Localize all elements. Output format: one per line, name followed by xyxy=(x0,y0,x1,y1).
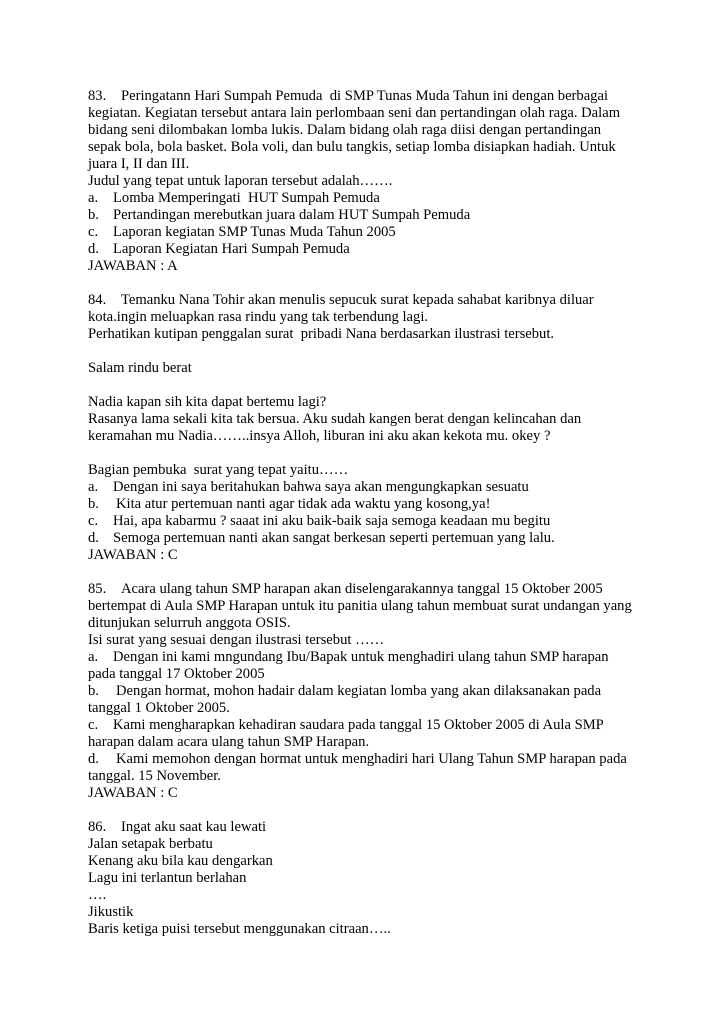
line-spacer xyxy=(88,275,728,292)
question-first-line xyxy=(88,88,728,105)
option-letter: d. xyxy=(88,530,99,546)
option-letter: c. xyxy=(88,224,99,240)
option-c xyxy=(88,224,728,241)
question-83 xyxy=(88,88,728,292)
letter-body-line: Nadia kapan sih kita dapat bertemu lagi? xyxy=(88,394,327,410)
question-first-line xyxy=(88,819,728,836)
option-b xyxy=(88,207,728,224)
poem-line: Jalan setapak berbatu xyxy=(88,836,213,852)
option-letter: a. xyxy=(88,649,99,665)
option-d xyxy=(88,530,728,547)
option-text: Kami mengharapkan kehadiran saudara pada tanggal 15 Oktober 2005 di Aula SMP xyxy=(113,717,604,733)
option-d xyxy=(88,751,728,768)
question-stem-line: juara I, II dan III. xyxy=(88,156,190,172)
option-text: Hai, apa kabarmu ? saaat ini aku baik-baik saja semoga keadaan mu begitu xyxy=(113,513,551,529)
question-prompt: Judul yang tepat untuk laporan tersebut adalah……. xyxy=(88,173,393,189)
option-letter: b. xyxy=(88,683,99,699)
question-stem-line: bertempat di Aula SMP Harapan untuk itu panitia ulang tahun membuat surat undangan yang xyxy=(88,598,632,614)
option-c xyxy=(88,513,728,530)
question-prompt: Isi surat yang sesuai dengan ilustrasi tersebut …… xyxy=(88,632,385,648)
option-a xyxy=(88,649,728,666)
option-text: Dengan ini kami mngundang Ibu/Bapak untuk menghadiri ulang tahun SMP harapan xyxy=(113,649,609,665)
option-d-continuation: tanggal. 15 November. xyxy=(88,768,221,784)
question-stem-line: Temanku Nana Tohir akan menulis sepucuk surat kepada sahabat karibnya diluar xyxy=(121,292,594,308)
question-prompt: Bagian pembuka surat yang tepat yaitu…… xyxy=(88,462,349,478)
option-letter: c. xyxy=(88,513,99,529)
option-text: Pertandingan merebutkan juara dalam HUT Sumpah Pemuda xyxy=(113,207,471,223)
option-text: Semoga pertemuan nanti akan sangat berkesan seperti pertemuan yang lalu. xyxy=(113,530,555,546)
question-85 xyxy=(88,581,728,819)
option-d xyxy=(88,241,728,258)
option-text: Kita atur pertemuan nanti agar tidak ada waktu yang kosong,ya! xyxy=(116,496,491,512)
option-letter: d. xyxy=(88,241,99,257)
question-first-line xyxy=(88,292,728,309)
option-letter: b. xyxy=(88,496,99,512)
question-stem-line: bidang seni dilombakan lomba lukis. Dalam bidang olah raga diisi dengan pertandingan xyxy=(88,122,602,138)
answer-key: JAWABAN : C xyxy=(88,547,178,563)
option-a-continuation: pada tanggal 17 Oktober 2005 xyxy=(88,666,265,682)
option-text: Kami memohon dengan hormat untuk menghadiri hari Ulang Tahun SMP harapan pada xyxy=(116,751,627,767)
line-spacer xyxy=(88,377,728,394)
question-stem-line: sepak bola, bola basket. Bola voli, dan bulu tangkis, setiap lomba disiapkan hadiah. Untuk xyxy=(88,139,616,155)
answer-key: JAWABAN : C xyxy=(88,785,178,801)
question-stem-line: Acara ulang tahun SMP harapan akan diselengarakannya tanggal 15 Oktober 2005 xyxy=(121,581,603,597)
poem-line: Ingat aku saat kau lewati xyxy=(121,819,267,835)
letter-body-line: Rasanya lama sekali kita tak bersua. Aku sudah kangen berat dengan kelincahan dan xyxy=(88,411,582,427)
poem-line: Lagu ini terlantun berlahan xyxy=(88,870,247,886)
option-a xyxy=(88,190,728,207)
option-b xyxy=(88,496,728,513)
line-spacer xyxy=(88,343,728,360)
option-text: Dengan hormat, mohon hadair dalam kegiatan lomba yang akan dilaksanakan pada xyxy=(116,683,602,699)
line-spacer xyxy=(88,802,728,819)
option-a xyxy=(88,479,728,496)
option-text: Lomba Memperingati HUT Sumpah Pemuda xyxy=(113,190,380,206)
question-number: 83. xyxy=(88,88,107,104)
answer-key: JAWABAN : A xyxy=(88,258,178,274)
question-stem-line: Peringatann Hari Sumpah Pemuda di SMP Tunas Muda Tahun ini dengan berbagai xyxy=(121,88,609,104)
question-first-line xyxy=(88,581,728,598)
question-stem-line: Perhatikan kutipan penggalan surat pribadi Nana berdasarkan ilustrasi tersebut. xyxy=(88,326,555,342)
option-text: Dengan ini saya beritahukan bahwa saya akan mengungkapkan sesuatu xyxy=(113,479,529,495)
poem-line: …. xyxy=(88,887,107,903)
question-number: 84. xyxy=(88,292,107,308)
option-letter: c. xyxy=(88,717,99,733)
poem-source: Jikustik xyxy=(88,904,134,920)
option-text: Laporan kegiatan SMP Tunas Muda Tahun 2005 xyxy=(113,224,396,240)
letter-greeting: Salam rindu berat xyxy=(88,360,192,376)
question-86 xyxy=(88,819,728,938)
question-stem-line: ditunjukan selurruh anggota OSIS. xyxy=(88,615,291,631)
option-letter: a. xyxy=(88,479,99,495)
question-stem-line: kegiatan. Kegiatan tersebut antara lain perlombaan seni dan pertandingan olah raga. Dalam xyxy=(88,105,621,121)
option-c-continuation: harapan dalam acara ulang tahun SMP Harapan. xyxy=(88,734,370,750)
option-c xyxy=(88,717,728,734)
question-stem-line: kota.ingin meluapkan rasa rindu yang tak terbendung lagi. xyxy=(88,309,429,325)
line-spacer xyxy=(88,445,728,462)
option-letter: d. xyxy=(88,751,99,767)
option-b xyxy=(88,683,728,700)
option-text: Laporan Kegiatan Hari Sumpah Pemuda xyxy=(113,241,350,257)
poem-line: Kenang aku bila kau dengarkan xyxy=(88,853,273,869)
line-spacer xyxy=(88,564,728,581)
question-prompt: Baris ketiga puisi tersebut menggunakan citraan….. xyxy=(88,921,391,937)
letter-body-line: keramahan mu Nadia……..insya Alloh, liburan ini aku akan kekota mu. okey ? xyxy=(88,428,551,444)
option-letter: b. xyxy=(88,207,99,223)
question-number: 86. xyxy=(88,819,107,835)
question-number: 85. xyxy=(88,581,107,597)
question-84 xyxy=(88,292,728,581)
option-letter: a. xyxy=(88,190,99,206)
option-b-continuation: tanggal 1 Oktober 2005. xyxy=(88,700,230,716)
